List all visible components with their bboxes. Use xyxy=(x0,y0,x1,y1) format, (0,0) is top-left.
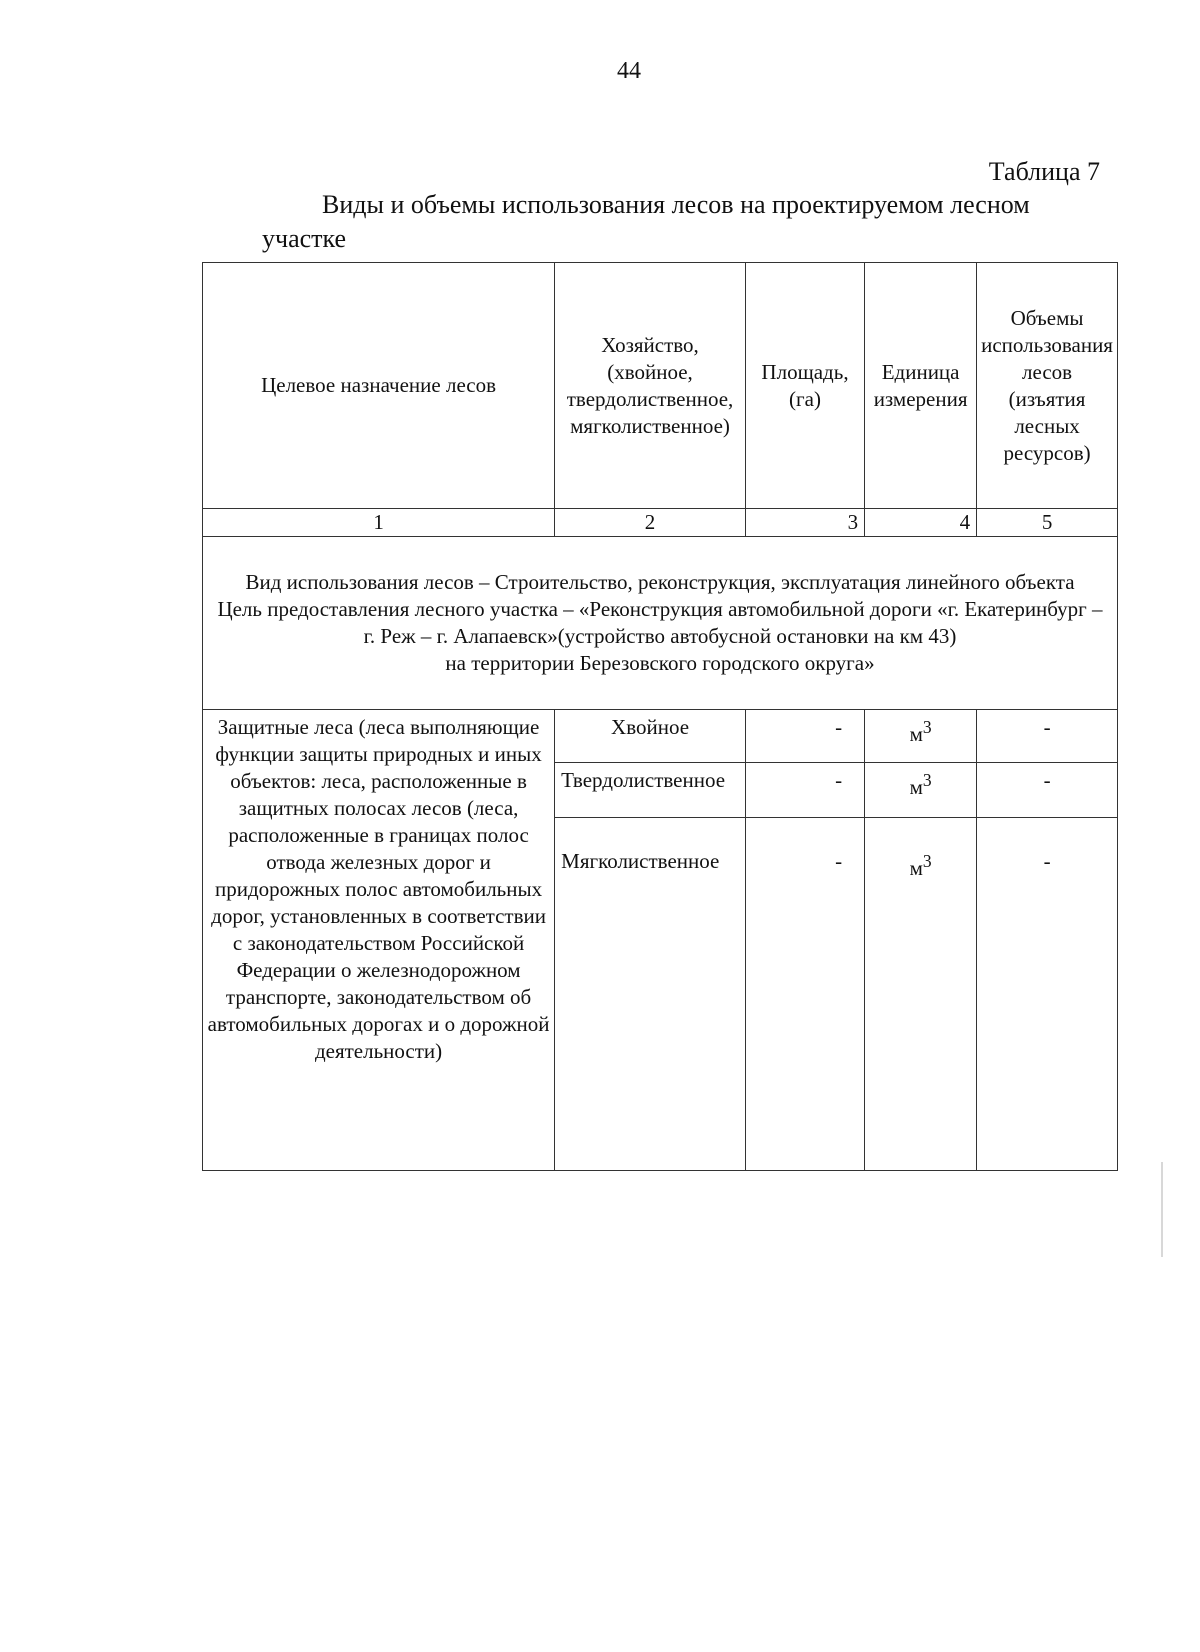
group-row xyxy=(203,537,1118,710)
use-type-text: Вид использования лесов – Строительство, реконструкция, эксплуатация линейного объекта xyxy=(245,570,1075,594)
table-row xyxy=(203,710,1118,763)
table-title-line1: Виды и объемы использования лесов на проектируемом лесном xyxy=(322,190,1030,219)
group-cell xyxy=(203,537,1118,710)
column-numbers-row xyxy=(203,509,1118,537)
header-unit: Единица измерения xyxy=(865,263,977,509)
area-cell: - xyxy=(745,818,864,1171)
column-number: 2 xyxy=(555,509,746,537)
column-number: 3 xyxy=(745,509,864,537)
volume-cell: - xyxy=(977,763,1118,818)
area-cell: - xyxy=(745,763,864,818)
unit-text: м xyxy=(909,775,923,799)
area-cell: - xyxy=(745,710,864,763)
farm-type-cell: Мягколиственное xyxy=(555,818,746,1171)
table-title xyxy=(262,188,1092,256)
header-farm-type: Хозяйство, (хвойное, твердолиственное, мягколиственное) xyxy=(555,263,746,509)
table-title-line2: участке xyxy=(262,224,347,253)
volume-cell: - xyxy=(977,818,1118,1171)
territory-text: на территории Березовского городского округа» xyxy=(445,651,875,675)
unit-sup: 3 xyxy=(922,717,932,737)
header-purpose: Целевое назначение лесов xyxy=(203,263,555,509)
volume-cell: - xyxy=(977,710,1118,763)
purpose-of-grant-text: Цель предоставления лесного участка – «Реконструкция автомобильной дороги «г. Екатеринбург – г. Реж – г. Алапаевск»(устройство автобусной остановки на км 43) xyxy=(217,597,1103,648)
farm-type-cell: Твердолиственное xyxy=(555,763,746,818)
unit-cell xyxy=(865,710,977,763)
scan-artifact-line xyxy=(1161,1162,1163,1257)
column-number: 4 xyxy=(865,509,977,537)
unit-sup: 3 xyxy=(922,851,932,871)
table-header-row xyxy=(203,263,1118,509)
header-volume: Объемы использования лесов (изъятия лесных ресурсов) xyxy=(977,263,1118,509)
unit-cell xyxy=(865,818,977,1171)
unit-text: м xyxy=(909,722,923,746)
header-area: Площадь, (га) xyxy=(745,263,864,509)
page-number: 44 xyxy=(617,58,641,84)
table-label: Таблица 7 xyxy=(988,157,1100,186)
unit-sup: 3 xyxy=(922,770,932,790)
forest-purpose-cell: Защитные леса (леса выполняющие функции защиты природных и иных объектов: леса, расположенные в защитных полосах лесов (леса, расположенные в границах полос отвода железных дорог и придорожных полос автомобильных дорог, установленных в соответствии с законодательством Российской Федерации о железнодорожном транспорте, законодательством об автомобильных дорогах и о дорожной деятельности) xyxy=(203,710,555,1171)
unit-cell xyxy=(865,763,977,818)
column-number: 5 xyxy=(977,509,1118,537)
unit-text: м xyxy=(909,856,923,880)
farm-type-cell: Хвойное xyxy=(555,710,746,763)
column-number: 1 xyxy=(203,509,555,537)
forest-use-table xyxy=(202,262,1118,1171)
